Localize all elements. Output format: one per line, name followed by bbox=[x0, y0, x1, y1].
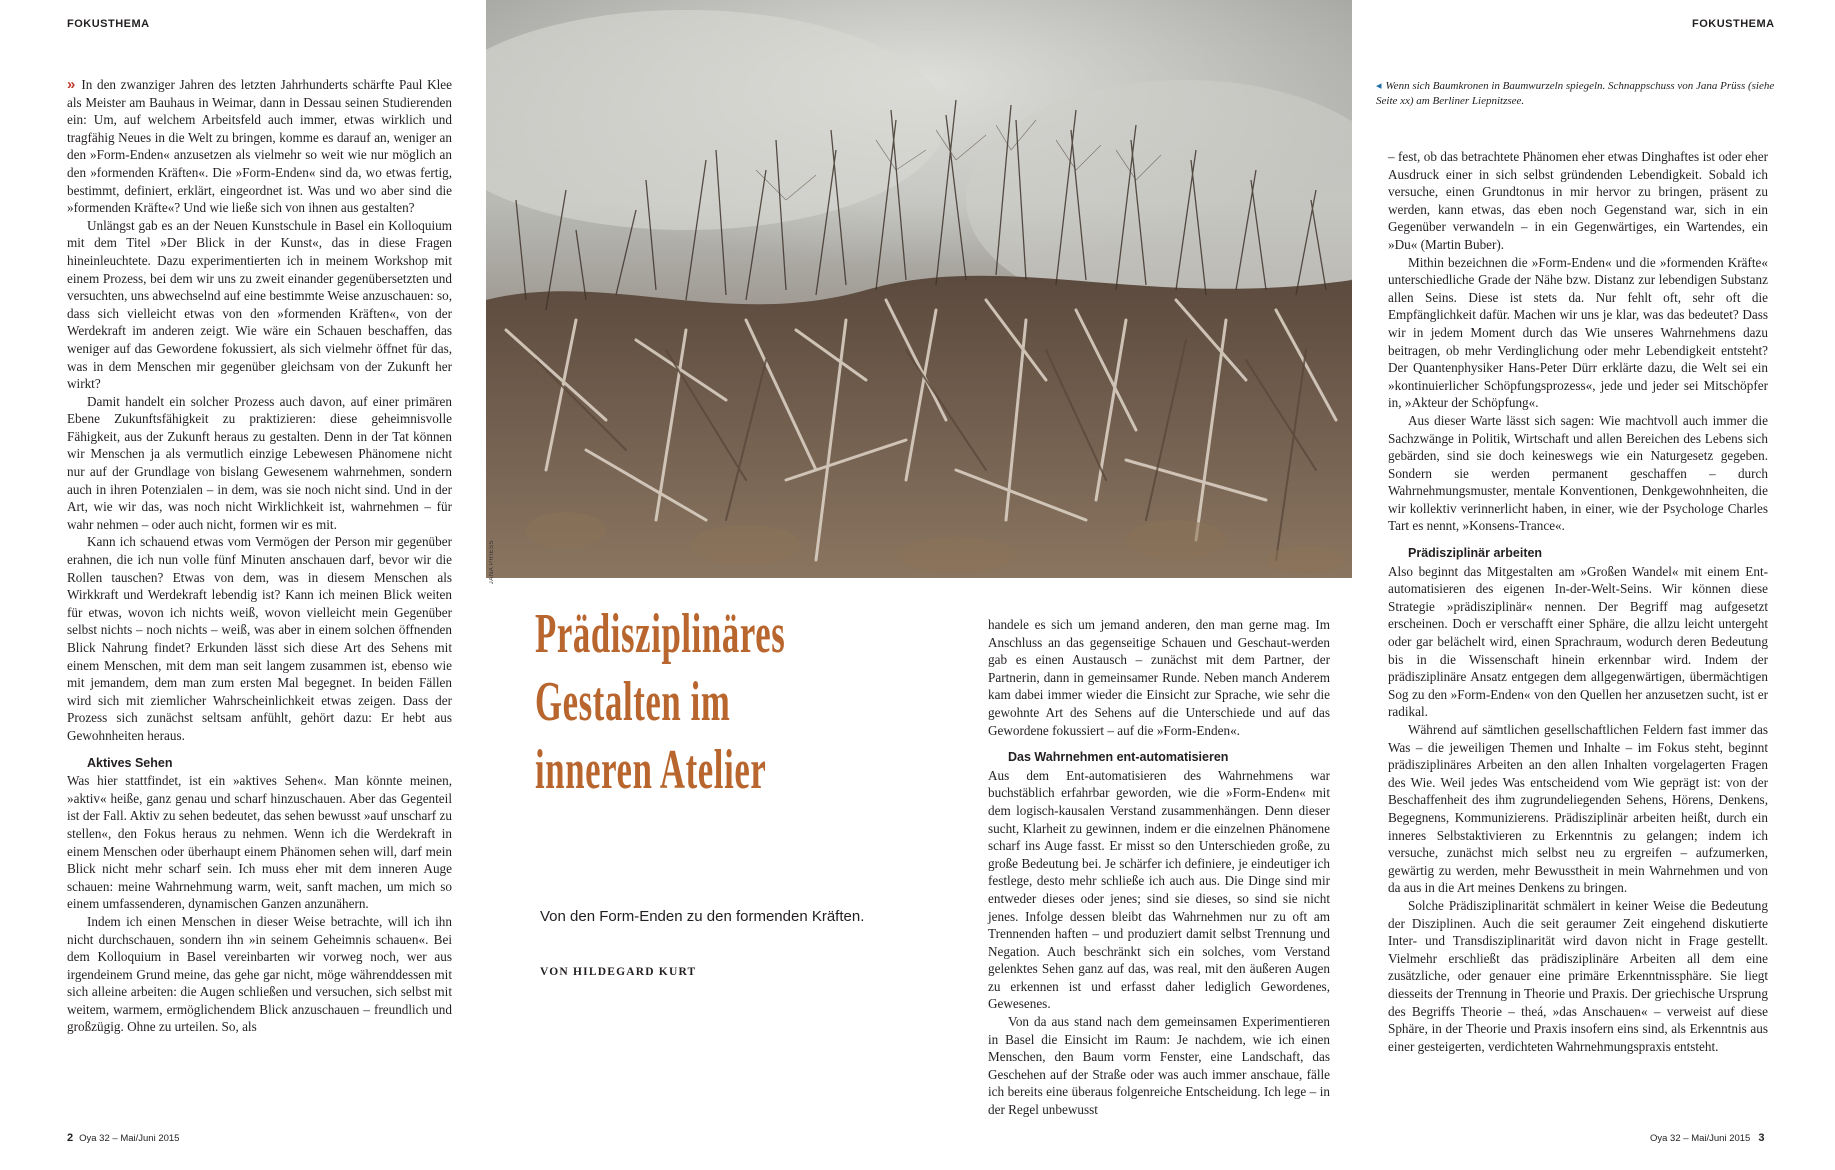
subheading: Das Wahrnehmen ent-automatisieren bbox=[1008, 750, 1229, 765]
paragraph: » In den zwanziger Jahren des letzten Jahrhunderts schärfte Paul Klee als Meister am Bauhaus in Weimar, dann in Dessau seinen Studierenden ein: Um, auf welchem Arbeitsfeld auch immer, etwas wirklich und tragfähig Neues in die Welt zu bringen, komme es darauf an, weniger an den »Form-Enden« anzusetzen als vielmehr so weit wie nur möglich an den »formenden Kräften«. Die »Form-Enden« sind da, wo etwas fertig, bestimmt, definiert, erklärt, eingeordnet ist. Was und wo aber sind die »formenden Kräfte«? Und wie ließe sich von ihnen aus gestalten? bbox=[67, 76, 452, 216]
paragraph: handele es sich um jemand anderen, den man gerne mag. Im Anschluss an das gegenseitige Schauen und Geschaut-werden gab es einen Austausch – zunächst mit dem Partner, der Partnerin, dann in gemeinsamer Runde. Neben manch Anderem kam dabei immer wieder die Einsicht zur Sprache, wie sehr die gewohnte Art des Sehens auf die Unterschiede und auf das Gewordene fokussiert – auf die »Form-Enden«. bbox=[988, 617, 1330, 738]
paragraph: Damit handelt ein solcher Prozess auch davon, auf einer primären Ebene Zukunftsfähigkeit zu praktizieren: diese geheimnisvolle Fähigkeit, aus der Zukunft heraus zu gestalten. Denn in der Tat können wir Menschen ja als vermutlich einzige Lebewesen Phänomene nicht nur auf der Grundlage von bislang Gewesenem wahrnehmen, sondern auch in ihren Potenzialen – in dem, was sie noch nicht sind. Und in der Art, wie wir das, was noch nicht Wirklichkeit ist, wahrnehmen – für wahr nehmen – oder auch nicht, formen wir es mit. bbox=[67, 393, 452, 532]
caption-text: Wenn sich Baumkronen in Baumwurzeln spiegeln. Schnappschuss von Jana Prüss (siehe Seite xx) am Berliner Liepnitzsee. bbox=[1376, 80, 1775, 107]
column-3 bbox=[1388, 148, 1768, 1055]
article-headline bbox=[535, 600, 795, 804]
subheading: Prädisziplinär arbeiten bbox=[1408, 546, 1543, 561]
caption-marker-icon: ◂ bbox=[1376, 80, 1382, 92]
article-subtitle: Von den Form-Enden zu den formenden Kräften. bbox=[540, 908, 865, 925]
column-1 bbox=[67, 76, 452, 1036]
paragraph: Während auf sämtlichen gesellschaftlichen Feldern fast immer das Was – die jeweiligen Themen und Inhalte – im Fokus steht, beginnt prädisziplinäres Arbeiten an den allen Inhalten vorgelagerten Fragen des Wie. Weil jedes Was entscheidend vom Wie geprägt ist: von der Beschaffenheit des ihm zugrundeliegenden Sehens, Hörens, Denkens, Begegnens, Kommunizierens. Prädisziplinär arbeiten heißt, durch ein inneres Selbstaktivieren zu Erkenntnis zu gelangen; indem ich versuche, zunächst mich selbst neu zu ergreifen – aufzumerken, gewärtig zu werden, mehr Bewusstheit in mein Wahrnehmen und von da aus in die Art meines Denkens zu bringen. bbox=[1388, 722, 1768, 896]
paragraph: Aus dem Ent-automatisieren des Wahrnehmens war buchstäblich erfahrbar geworden, wie die »Form-Enden« mit dem logisch-kausalen Verstand zusammenhängen. Denn dieser sucht, Klarheit zu gewinnen, indem er die einzelnen Phänomene scharf ins Auge fasst. Er misst so den Unterschieden große, zu große Bedeutung bei. Je schärfer ich definiere, je eindeutiger ich festlege, desto mehr schließe ich auch aus. Die Dinge sind mir entweder dieses oder jenes; sind sie dieses, so sind sie nicht jenes. Infolge dessen bleibt das Wahrnehmen nur zu oft am Trennenden haften – und produziert damit selbst Trennung und Negation. Auch beschränkt sich ein solches, vom Verstand gelenktes Sehen ganz auf das, was real, mit den äußeren Augen zu erkennen ist und erfasst daher lediglich Gewordenes, Gewesenes. bbox=[988, 767, 1330, 1012]
paragraph: Mithin bezeichnen die »Form-Enden« und die »formenden Kräfte« unterschiedliche Grade der Nähe bzw. Distanz zur lebendigen Substanz allen Seins. Diese ist stets da. Nur fehlt oft, sehr oft die Empfänglichkeit dafür. Machen wir uns je klar, was das bedeutet? Dass wir in jedem Moment durch das Wie unseres Wahrnehmens dazu beitragen, ob mehr Verdinglichung oder mehr Lebendigkeit entsteht? Der Quantenphysiker Hans-Peter Dürr erklärte dazu, die Welt sei ein »kontinuierlicher Schöpfungsprozess«, jede und jeder sei Mitschöpfer in, »Akteur der Schöpfung«. bbox=[1388, 254, 1768, 411]
folio-text-left: Oya 32 – Mai/Juni 2015 bbox=[79, 1133, 180, 1144]
page-number-right: 3 bbox=[1758, 1132, 1765, 1144]
folio-right bbox=[1650, 1132, 1764, 1144]
folio-left bbox=[67, 1132, 179, 1144]
headline-line-2: Gestalten im bbox=[535, 671, 731, 733]
folio-text-right: Oya 32 – Mai/Juni 2015 bbox=[1650, 1133, 1751, 1144]
paragraph: – fest, ob das betrachtete Phänomen eher etwas Dinghaftes ist oder eher Ausdruck einer in sich selbst gründenden Lebendigkeit. Sobald ich versuche, einen Grundtonus in mir hervor zu bringen, präsent zu werden, kann etwas, das eben noch Gegenstand war, sich in ein Gegenüber verwandeln – in ein Gegenwärtiges, ein Wartendes, ein »Du« (Martin Buber). bbox=[1388, 149, 1768, 252]
paragraph: Kann ich schauend etwas vom Vermögen der Person mir gegenüber erahnen, die ich nun volle fünf Minuten anschauen darf, bevor wir die Rollen tauschen? Etwas von dem, was in diesem Menschen als Wirkkraft und Werdekraft lebendig ist? Kann ich meinen Blick weiten für etwas, wovon ich nichts weiß, wovon vielleicht mein Gegenüber selbst nichts – noch nichts – weiß, was aber in einem solchen öffnenden Blick Nahrung findet? Erkunden lässt sich diese Art des Sehens mit einem Menschen, mit dem man seit langem zusammen ist, ebenso wie mit jemandem, dem man zum ersten Mal begegnet. In beiden Fällen wird sich mit ziemlicher Wahrscheinlichkeit etwas zeigen. Dass der Prozess sich zunächst seltsam anfühlt, gehört dazu: Er hebt aus Gewohnheiten heraus. bbox=[67, 534, 452, 743]
paragraph: Indem ich einen Menschen in dieser Weise betrachte, will ich ihn nicht durchschauen, sondern ihn »in seinem Geheimnis schauen«. Bei dem Kolloquium in Basel vereinbarten wir vorweg noch, wer aus irgendeinem Grund meine, das gehe gar nicht, möge währenddessen mit sich alleine arbeiten: die Augen schließen und versuchen, sich selbst mit weitem, warmem, ermöglichendem Blick anzuschauen – freundlich und großzügig. Ohne zu urteilen. So, als bbox=[67, 913, 452, 1035]
paragraph: Von da aus stand nach dem gemeinsamen Experimentieren in Basel die Einsicht im Raum: Je nachdem, wie ich einen Menschen, den Baum vorm Fenster, eine Landschaft, das Geschehen auf der Straße oder was auch immer anschaue, fälle ich bereits eine überaus folgenreiche Entscheidung. Ich lege – in der Regel unbewusst bbox=[988, 1014, 1330, 1118]
subheading: Aktives Sehen bbox=[87, 755, 173, 770]
page-number-left: 2 bbox=[67, 1132, 74, 1144]
headline-line-1: Prädisziplinäres bbox=[535, 603, 786, 665]
paragraph: Aus dieser Warte lässt sich sagen: Wie machtvoll auch immer die Sachzwänge in Politik, Wirtschaft und allen Bereichen des Lebens sich gebärden, sind sie doch keineswegs wie ein Naturgesetz gegeben. Sondern sie werden permanent geschaffen – durch Wahrnehmungsmuster, mentale Konventionen, Denkgewohnheiten, die wir kollektiv verinnerlicht haben, in einer, wie der Psychologe Charles Tart es nennt, »Konsens-Trance«. bbox=[1388, 412, 1768, 534]
paragraph: Also beginnt das Mitgestalten am »Großen Wandel« mit einem Ent-automatisieren des eigenen In-der-Welt-Seins. Wir können diese Strategie »prädisziplinär« nennen. Der Begriff mag aufgesetzt erscheinen. Doch er verschafft einer Sphäre, die allzu leicht untergeht oder gar belächelt wird, einen Sprachraum, wodurch deren Bedeutung bis in die Wissenschaft hinein erkennbar wird. Indem der prädisziplinäre Ansatz entgegen dem allgegenwärtigen, übermächtigen Sog zu den »Form-Enden« von den Quellen her anzusetzen sucht, ist er radikal. bbox=[1388, 563, 1768, 720]
photo-caption bbox=[1376, 79, 1776, 109]
section-label-left: FOKUSTHEMA bbox=[67, 18, 150, 30]
column-2 bbox=[988, 616, 1330, 1119]
photo-credit: JANA PRIESS bbox=[489, 540, 495, 585]
paragraph: Was hier stattfindet, ist ein »aktives Sehen«. Man könnte meinen, »aktiv« heiße, ganz genau und scharf hinzuschauen. Aber das Gegenteil ist der Fall. Aktiv zu sehen bedeutet, das sehen bewusst »auf unscharf zu stellen«, den Fokus heraus zu nehmen. Wenn ich die Werdekraft in einem Menschen oder überhaupt einem Phänomen sehen will, darf mein Blick nicht mehr scharf sein. Ich muss eher mit dem inneren Auge schauen: meine Wahrnehmung warm, weit, sanft machen, um mich so einem umfassenderen, dynamischen Ganzen anzunähern. bbox=[67, 773, 452, 912]
quote-mark-icon: » bbox=[67, 76, 76, 93]
section-label-right: FOKUSTHEMA bbox=[1692, 18, 1775, 30]
paragraph: Solche Prädisziplinarität schmälert in keiner Weise die Bedeutung der Disziplinen. Auch die seit geraumer Zeit eingehend diskutierte Inter- und Transdisziplinarität wird davon nicht in Frage gestellt. Vielmehr erschließt das prädisziplinäre Arbeiten all dem eine zusätzliche, oder genauer eine primäre Erkenntnissphäre. Sie liegt diesseits der Trennung in Theorie und Praxis. Der griechische Ursprung des Begriffs Theorie – theá, »das Anschauen« – verweist auf diese Sphäre, in der Theorie und Praxis insofern eins sind, als Erkenntnis aus einer gesteigerten, verdichteten Wahrnehmungspraxis entsteht. bbox=[1388, 897, 1768, 1054]
headline-line-3: inneren Atelier bbox=[535, 739, 767, 801]
article-byline: VON HILDEGARD KURT bbox=[540, 966, 697, 978]
paragraph: Unlängst gab es an der Neuen Kunstschule in Basel ein Kolloquium mit dem Titel »Der Blick in der Kunst«, das in diese Fragen hineinleuchtete. Dazu experimentierten ich in meinem Workshop mit einem Prozess, bei dem wir uns zu zweit einander gegenübersetzten und versuchten, uns abwechselnd auf eine bestimmte Weise anzuschauen: so, dass sich vielleicht etwas von den »formenden Kräften«, von der Werdekraft im anderen zeigt. Wie wäre ein Schauen beschaffen, das weniger auf das Gewordene fokussiert, als sich vielmehr öffnet für das, was in dem Menschen mir gegenüber gleichsam von der Zukunft her wirkt? bbox=[67, 217, 452, 392]
hero-photo bbox=[486, 0, 1352, 578]
